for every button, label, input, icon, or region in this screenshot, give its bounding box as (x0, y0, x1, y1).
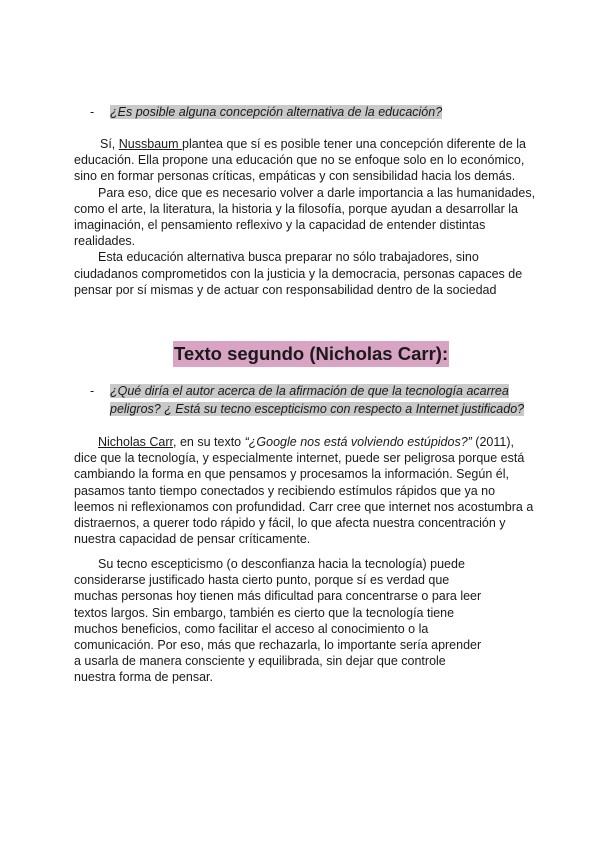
text-line: ciudadanos comprometidos con la justicia y la democracia, personas capaces de (74, 266, 523, 281)
text-line: nuestra forma de pensar. (74, 670, 213, 685)
carr-paragraph-1 (74, 434, 533, 547)
author-name-carr: Nicholas Carr (98, 435, 174, 449)
text-run: , en su texto (173, 435, 245, 449)
question-2 (90, 382, 525, 418)
text-line: pasamos tanto tiempo conectados y recibiendo estímulos rápidos que ya no (74, 483, 496, 498)
text-line: muchas personas hoy tienen más dificultad para concentrarse o para leer (74, 589, 482, 604)
text-line: textos largos. Sin embargo, también es cierto que la tecnología tiene (74, 605, 455, 620)
text-line: educación. Ella propone una educación que no se enfoque solo en lo económico, (74, 153, 525, 168)
text-line: comunicación. Por eso, más que rechazarla, lo importante sería aprender (74, 638, 482, 653)
text-run: (2011), (471, 435, 514, 449)
question-2-line-2-text: peligros? ¿ Está su tecno escepticismo con respecto a Internet justificado? (110, 402, 525, 416)
text-line: Para eso, dice que es necesario volver a darle importancia a las humanidades, (98, 185, 536, 200)
text-line: leemos ni reflexionamos con profundidad. Carr cree que internet nos acostumbra a (74, 499, 534, 514)
text-line: dice que la tecnología, y especialmente internet, puede ser peligrosa porque está (74, 451, 525, 466)
nussbaum-paragraph-3 (74, 249, 522, 298)
question-1 (90, 103, 443, 121)
text-line: nuestra capacidad de pensar críticamente. (74, 532, 311, 547)
question-2-line-1 (110, 382, 524, 400)
text-line: realidades. (74, 234, 136, 249)
question-2-bullet: - (90, 384, 95, 398)
text-line: imaginación, el pensamiento reflexivo y la capacidad de entender distintas (74, 218, 486, 232)
text-line: a usarla de manera consciente y equilibrada, sin dejar que controle (74, 654, 446, 669)
text-line: muchos beneficios, como facilitar el acceso al conocimiento o la (74, 621, 429, 636)
article-title: “¿Google nos está volviendo estúpidos?” (244, 435, 472, 449)
nussbaum-paragraph-2 (74, 185, 535, 250)
text-line: Su tecno escepticismo (o desconfianza hacia la tecnología) puede (98, 557, 465, 571)
text-line: considerarse justificado hasta cierto punto, porque sí es verdad que (74, 573, 450, 588)
nussbaum-paragraph-1 (74, 136, 526, 185)
text-line (74, 136, 526, 152)
text-line: sino en formar personas críticas, empáticas y con sensibilidad hacia los demás. (74, 169, 516, 184)
question-2-line-2 (110, 400, 524, 418)
text-line: distraernos, a querer todo rápido y fácil, lo que afecta nuestra concentración y (74, 516, 506, 531)
text-line: cambiando la forma en que pensamos y procesamos la información. Según él, (74, 467, 509, 482)
text-line: como el arte, la literatura, la historia y la filosofía, porque ayudan a desarrollar la (74, 201, 518, 216)
carr-paragraph-2 (74, 556, 481, 686)
author-name-nussbaum: Nussbaum (118, 137, 182, 151)
text-line: Esta educación alternativa busca preparar no sólo trabajadores, sino (98, 250, 479, 265)
section-heading: Texto segundo (Nicholas Carr): (173, 341, 449, 367)
question-2-line-1-text: ¿Qué diría el autor acerca de la afirmación de que la tecnología acarrea (110, 384, 509, 398)
text-line (74, 434, 533, 450)
question-1-text: ¿Es posible alguna concepción alternativa de la educación? (110, 105, 443, 119)
text-line: pensar por sí mismas y de actuar con responsabilidad dentro de la sociedad (74, 282, 497, 297)
question-1-bullet: - (90, 105, 95, 119)
text-run: plantea que sí es posible tener una concepción diferente de la (182, 137, 526, 151)
text-run: Sí, (100, 137, 119, 151)
